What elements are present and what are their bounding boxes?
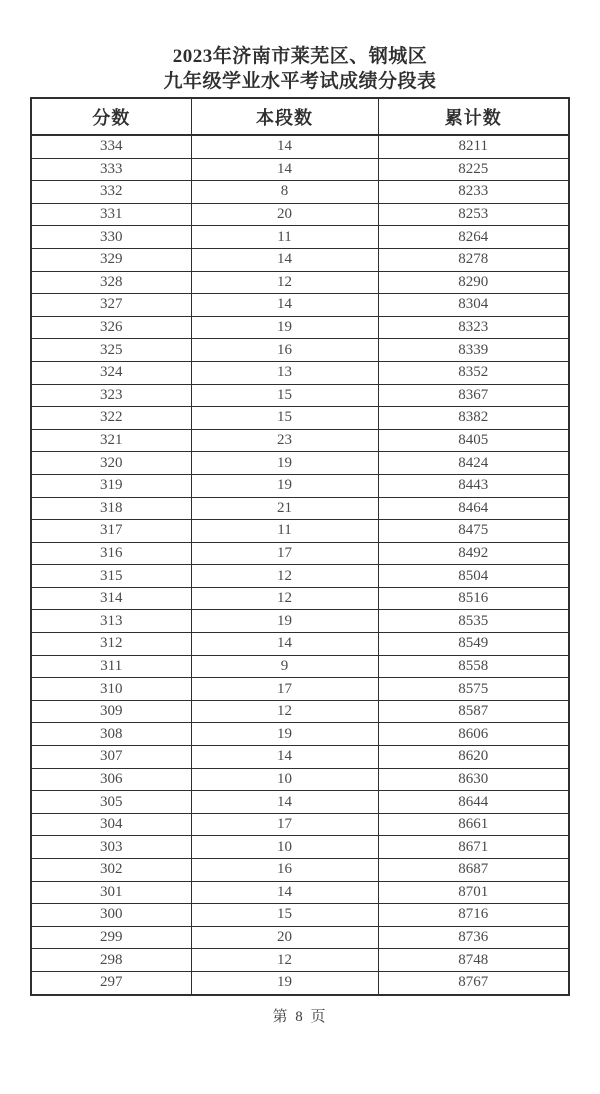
table-cell: 8253	[378, 203, 569, 226]
table-cell: 19	[191, 316, 378, 339]
table-cell: 311	[31, 655, 191, 678]
table-cell: 17	[191, 542, 378, 565]
page-number: 第 8 页	[272, 1008, 328, 1025]
table-cell: 8661	[378, 813, 569, 836]
column-header: 本段数	[191, 98, 378, 135]
table-cell: 326	[31, 316, 191, 339]
table-row	[31, 158, 569, 181]
table-cell: 8587	[378, 700, 569, 723]
table-cell: 8211	[378, 135, 569, 158]
table-cell: 12	[191, 700, 378, 723]
page-title	[0, 0, 600, 94]
table-cell: 309	[31, 700, 191, 723]
table-cell: 304	[31, 813, 191, 836]
table-cell: 14	[191, 294, 378, 317]
table-cell: 299	[31, 926, 191, 949]
table-row	[31, 181, 569, 204]
table-cell: 314	[31, 587, 191, 610]
table-row	[31, 384, 569, 407]
table-cell: 15	[191, 407, 378, 430]
table-cell: 8606	[378, 723, 569, 746]
table-cell: 8630	[378, 768, 569, 791]
table-cell: 310	[31, 678, 191, 701]
score-distribution-table	[30, 97, 570, 996]
table-cell: 14	[191, 248, 378, 271]
table-cell: 8290	[378, 271, 569, 294]
table-row	[31, 316, 569, 339]
table-cell: 14	[191, 746, 378, 769]
table-cell: 10	[191, 768, 378, 791]
table-cell: 8382	[378, 407, 569, 430]
table-cell: 8278	[378, 248, 569, 271]
table-cell: 12	[191, 949, 378, 972]
table-row	[31, 520, 569, 543]
table-cell: 8549	[378, 633, 569, 656]
table-cell: 16	[191, 859, 378, 882]
table-cell: 11	[191, 226, 378, 249]
table-cell: 8736	[378, 926, 569, 949]
table-row	[31, 949, 569, 972]
table-cell: 316	[31, 542, 191, 565]
table-cell: 8535	[378, 610, 569, 633]
page-title-line-1: 2023年济南市莱芜区、钢城区	[172, 46, 428, 67]
table-row	[31, 836, 569, 859]
table-cell: 319	[31, 474, 191, 497]
table-row	[31, 633, 569, 656]
table-row	[31, 746, 569, 769]
table-cell: 8225	[378, 158, 569, 181]
table-cell: 8687	[378, 859, 569, 882]
table-row	[31, 971, 569, 994]
table-row	[31, 361, 569, 384]
table-row	[31, 768, 569, 791]
table-cell: 8516	[378, 587, 569, 610]
table-cell: 318	[31, 497, 191, 520]
table-cell: 14	[191, 791, 378, 814]
table-cell: 329	[31, 248, 191, 271]
table-cell: 8492	[378, 542, 569, 565]
table-row	[31, 587, 569, 610]
table-row	[31, 429, 569, 452]
table-cell: 307	[31, 746, 191, 769]
table-cell: 8464	[378, 497, 569, 520]
table-cell: 12	[191, 271, 378, 294]
table-cell: 8443	[378, 474, 569, 497]
table-cell: 21	[191, 497, 378, 520]
table-cell: 8264	[378, 226, 569, 249]
table-row	[31, 723, 569, 746]
table-cell: 14	[191, 881, 378, 904]
column-header: 累计数	[378, 98, 569, 135]
table-row	[31, 135, 569, 158]
table-cell: 330	[31, 226, 191, 249]
table-cell: 8504	[378, 565, 569, 588]
table-cell: 317	[31, 520, 191, 543]
table-row	[31, 565, 569, 588]
table-row	[31, 655, 569, 678]
table-cell: 322	[31, 407, 191, 430]
table-row	[31, 700, 569, 723]
table-cell: 17	[191, 813, 378, 836]
table-row	[31, 271, 569, 294]
table-cell: 332	[31, 181, 191, 204]
table-cell: 308	[31, 723, 191, 746]
table-cell: 328	[31, 271, 191, 294]
table-row	[31, 542, 569, 565]
table-cell: 15	[191, 904, 378, 927]
table-cell: 20	[191, 203, 378, 226]
table-cell: 19	[191, 452, 378, 475]
table-cell: 11	[191, 520, 378, 543]
table-cell: 13	[191, 361, 378, 384]
table-cell: 8405	[378, 429, 569, 452]
table-row	[31, 813, 569, 836]
table-row	[31, 904, 569, 927]
table-row	[31, 474, 569, 497]
table-row	[31, 791, 569, 814]
table-cell: 8671	[378, 836, 569, 859]
table-cell: 8339	[378, 339, 569, 362]
table-cell: 15	[191, 384, 378, 407]
table-cell: 306	[31, 768, 191, 791]
table-cell: 8424	[378, 452, 569, 475]
table-cell: 334	[31, 135, 191, 158]
table-body	[31, 135, 569, 995]
table-row	[31, 339, 569, 362]
table-cell: 321	[31, 429, 191, 452]
table-cell: 320	[31, 452, 191, 475]
table-cell: 315	[31, 565, 191, 588]
table-row	[31, 294, 569, 317]
table-cell: 8323	[378, 316, 569, 339]
table-cell: 297	[31, 971, 191, 994]
table-cell: 14	[191, 135, 378, 158]
table-cell: 17	[191, 678, 378, 701]
table-cell: 323	[31, 384, 191, 407]
table-row	[31, 226, 569, 249]
table-cell: 20	[191, 926, 378, 949]
table-cell: 8558	[378, 655, 569, 678]
table-row	[31, 497, 569, 520]
table-cell: 8233	[378, 181, 569, 204]
table-cell: 333	[31, 158, 191, 181]
table-cell: 23	[191, 429, 378, 452]
table-header-row	[31, 98, 569, 135]
table-cell: 12	[191, 587, 378, 610]
table-cell: 312	[31, 633, 191, 656]
table-cell: 8575	[378, 678, 569, 701]
table-cell: 8	[191, 181, 378, 204]
table-cell: 12	[191, 565, 378, 588]
table-cell: 19	[191, 971, 378, 994]
table-cell: 19	[191, 610, 378, 633]
table-cell: 302	[31, 859, 191, 882]
table-cell: 8352	[378, 361, 569, 384]
table-cell: 327	[31, 294, 191, 317]
table-cell: 298	[31, 949, 191, 972]
table-cell: 14	[191, 633, 378, 656]
table-cell: 305	[31, 791, 191, 814]
table-cell: 8475	[378, 520, 569, 543]
table-cell: 325	[31, 339, 191, 362]
table-cell: 313	[31, 610, 191, 633]
table-cell: 8367	[378, 384, 569, 407]
table-cell: 16	[191, 339, 378, 362]
table-cell: 301	[31, 881, 191, 904]
table-cell: 14	[191, 158, 378, 181]
table-row	[31, 926, 569, 949]
table-row	[31, 248, 569, 271]
column-header: 分数	[31, 98, 191, 135]
table-row	[31, 881, 569, 904]
table-cell: 8620	[378, 746, 569, 769]
table-cell: 324	[31, 361, 191, 384]
table-cell: 300	[31, 904, 191, 927]
table-cell: 19	[191, 474, 378, 497]
page-title-line-2: 九年级学业水平考试成绩分段表	[163, 71, 437, 92]
table-row	[31, 610, 569, 633]
table-row	[31, 407, 569, 430]
table-row	[31, 452, 569, 475]
table-cell: 19	[191, 723, 378, 746]
table-cell: 8716	[378, 904, 569, 927]
table-cell: 9	[191, 655, 378, 678]
table-cell: 8767	[378, 971, 569, 994]
table-cell: 8644	[378, 791, 569, 814]
table-cell: 331	[31, 203, 191, 226]
table-cell: 8748	[378, 949, 569, 972]
table-cell: 8304	[378, 294, 569, 317]
table-cell: 10	[191, 836, 378, 859]
table-cell: 8701	[378, 881, 569, 904]
table-cell: 303	[31, 836, 191, 859]
table-row	[31, 678, 569, 701]
table-row	[31, 859, 569, 882]
table-row	[31, 203, 569, 226]
